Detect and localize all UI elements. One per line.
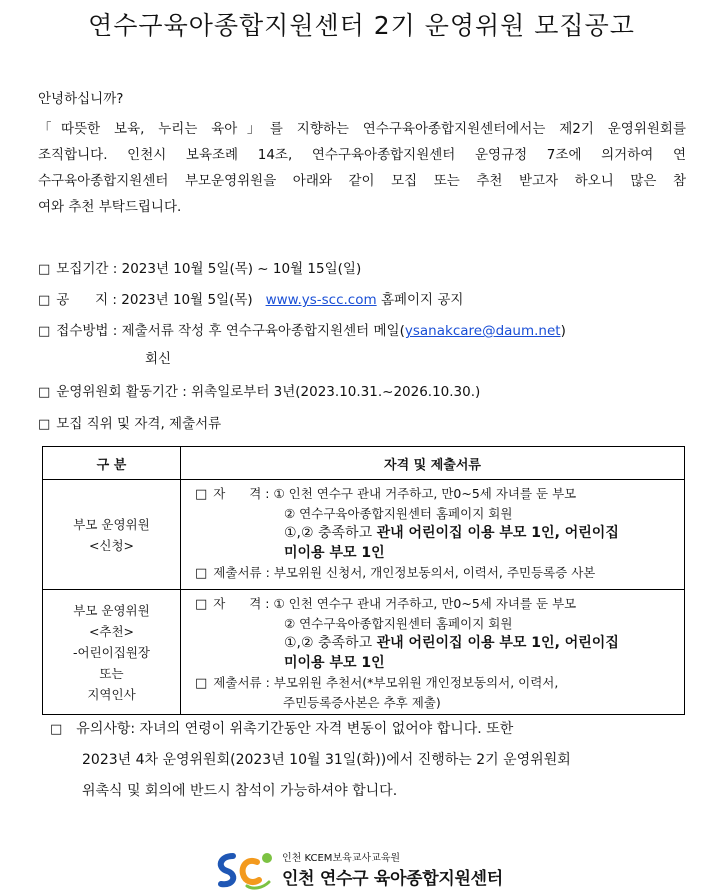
category-cell: [43, 590, 181, 715]
checkbox-icon: □: [195, 566, 208, 581]
intro-line: 수구육아종합지원센터 부모운영위원을 아래와 같이 모집 또는 추천 받고자 하오니 많은 참: [38, 173, 686, 189]
qualification-1: ① 인천 연수구 관내 거주하고, 만0~5세 자녀를 둔 부모: [273, 596, 577, 611]
positions-row: [38, 412, 221, 432]
recruit-period-value: 2023년 10월 5일(목) ~ 10월 15일(일): [121, 261, 362, 277]
receipt-method-label: 접수방법: [56, 323, 109, 339]
category-line: <신청>: [88, 537, 135, 553]
qualification-2: ② 연수구육아종합지원센터 홈페이지 회원: [284, 506, 513, 521]
qualification-3-bold: 관내 어린이집 이용 부모 1인, 어린이집: [376, 635, 619, 651]
checkbox-icon: □: [195, 597, 208, 612]
category-line: 부모 운영위원: [73, 516, 150, 532]
qualification-3-prefix: ①,② 충족하고: [284, 525, 373, 541]
email-link[interactable]: ysanakcare@daum.net: [404, 323, 561, 339]
qualification-3-bold: 관내 어린이집 이용 부모 1인, 어린이집: [376, 525, 619, 541]
notice-date: 2023년 10월 5일(목): [121, 292, 253, 308]
documents-label: 제출서류: [213, 675, 262, 690]
table-header-row: [43, 447, 685, 480]
positions-label: 모집 직위 및 자격, 제출서류: [56, 416, 222, 432]
receipt-method-row: □ 접수방법 : 제출서류 작성 후 연수구육아종합지원센터 메일(ysanakcare@daum.net): [38, 319, 566, 339]
header-category: 구 분: [43, 447, 181, 480]
qualification-label: 자 격: [213, 596, 262, 611]
category-line: 또는: [99, 665, 124, 681]
note-line: □ 유의사항: 자녀의 연령이 위촉기간동안 자격 변동이 없어야 합니다. 또한: [50, 721, 514, 737]
activity-period-value: 위촉일로부터 3년(2023.10.31.~2026.10.30.): [191, 384, 481, 400]
positions-table: [42, 446, 685, 715]
intro-line: 조직합니다. 인천시 보육조례 14조, 연수구육아종합지원센터 운영규정 7조에 의거하여 연: [38, 147, 686, 163]
activity-period-label: 운영위원회 활동기간: [56, 384, 178, 400]
table-row: [43, 480, 685, 590]
header-details: 자격 및 제출서류: [181, 447, 685, 480]
qualification-2: ② 연수구육아종합지원센터 홈페이지 회원: [284, 616, 513, 631]
category-line: <추천>: [88, 623, 135, 639]
org-small-name: 인천 KCEM보육교사교육원: [282, 853, 401, 864]
scc-logo-icon: [213, 848, 277, 892]
checkbox-icon: □: [38, 293, 51, 308]
checkbox-icon: □: [50, 722, 63, 737]
note-line: 2023년 4차 운영위원회(2023년 10월 31일(화))에서 진행하는 2기 운영위원회: [82, 752, 571, 768]
qualification-3-prefix: ①,② 충족하고: [284, 635, 373, 651]
category-line: 부모 운영위원: [73, 602, 150, 618]
documents-label: 제출서류: [213, 565, 262, 580]
intro-paragraph: [38, 116, 686, 220]
page-title: 연수구육아종합지원센터 2기 운영위원 모집공고: [88, 11, 635, 40]
receipt-method-value: 제출서류 작성 후 연수구육아종합지원센터 메일(: [121, 323, 405, 339]
details-cell: □ 자 격 : ① 인천 연수구 관내 거주하고, 만0~5세 자녀를 둔 부모 ② 연수구육아종합지원센터 홈페이지 회원 ①,② 충족하고 관내 어린이집 이용 부모 1인, 어린이집 미이용 부모 1인 □ 제출서류 : 부모위원 신청서, 개인정보동의서, 이력서, 주민등록증 사본: [181, 480, 685, 590]
checkbox-icon: □: [38, 262, 51, 277]
category-line: -어린이집원장: [73, 644, 150, 660]
checkbox-icon: □: [38, 324, 51, 339]
qualification-1: ① 인천 연수구 관내 거주하고, 만0~5세 자녀를 둔 부모: [273, 486, 577, 501]
notice-row: □ 공 지 : 2023년 10월 5일(목) www.ys-scc.com 홈페이지 공지: [38, 288, 463, 308]
checkbox-icon: □: [38, 417, 51, 432]
notice-remarks: [50, 714, 686, 807]
note-line: 위촉식 및 회의에 반드시 참석이 가능하셔야 합니다.: [82, 783, 398, 799]
checkbox-icon: □: [38, 385, 51, 400]
category-cell: [43, 480, 181, 590]
notice-label: 공 지: [56, 292, 109, 308]
footer-logo: [213, 848, 277, 892]
receipt-method-cont: 회신: [145, 351, 172, 367]
documents-value: 부모위원 추천서(*부모위원 개인정보동의서, 이력서,: [273, 675, 559, 690]
checkbox-icon: □: [195, 676, 208, 691]
intro-line: 여와 추천 부탁드립니다.: [38, 199, 182, 215]
recruit-period-row: □ 모집기간 : 2023년 10월 5일(목) ~ 10월 15일(일): [38, 257, 361, 277]
activity-period-row: □ 운영위원회 활동기간 : 위촉일로부터 3년(2023.10.31.~2026.10.30.): [38, 380, 480, 400]
qualification-3-cont: 미이용 부모 1인: [284, 655, 385, 671]
recruit-period-label: 모집기간: [56, 261, 109, 277]
website-link[interactable]: www.ys-scc.com: [265, 292, 377, 308]
checkbox-icon: □: [195, 487, 208, 502]
intro-line: 「따뜻한 보육, 누리는 육아」를 지향하는 연수구육아종합지원센터에서는 제2기 운영위원회를: [38, 121, 686, 137]
qualification-3-cont: 미이용 부모 1인: [284, 545, 385, 561]
category-line: 지역인사: [87, 686, 136, 702]
receipt-close: ): [560, 323, 566, 339]
greeting: 안녕하십니까?: [38, 91, 124, 107]
qualification-label: 자 격: [213, 486, 262, 501]
details-cell: □ 자 격 : ① 인천 연수구 관내 거주하고, 만0~5세 자녀를 둔 부모 ② 연수구육아종합지원센터 홈페이지 회원 ①,② 충족하고 관내 어린이집 이용 부모 1인, 어린이집 미이용 부모 1인 □ 제출서류 : 부모위원 추천서(*부모위원 개인정보동의서, 이력서, 주민등록증사본은 추후 제출): [181, 590, 685, 715]
notice-suffix: 홈페이지 공지: [380, 292, 464, 308]
documents-value-cont: 주민등록증사본은 추후 제출): [283, 695, 441, 710]
org-name: 인천 연수구 육아종합지원센터: [282, 869, 503, 889]
documents-value: 부모위원 신청서, 개인정보동의서, 이력서, 주민등록증 사본: [273, 565, 596, 580]
table-row: [43, 590, 685, 715]
